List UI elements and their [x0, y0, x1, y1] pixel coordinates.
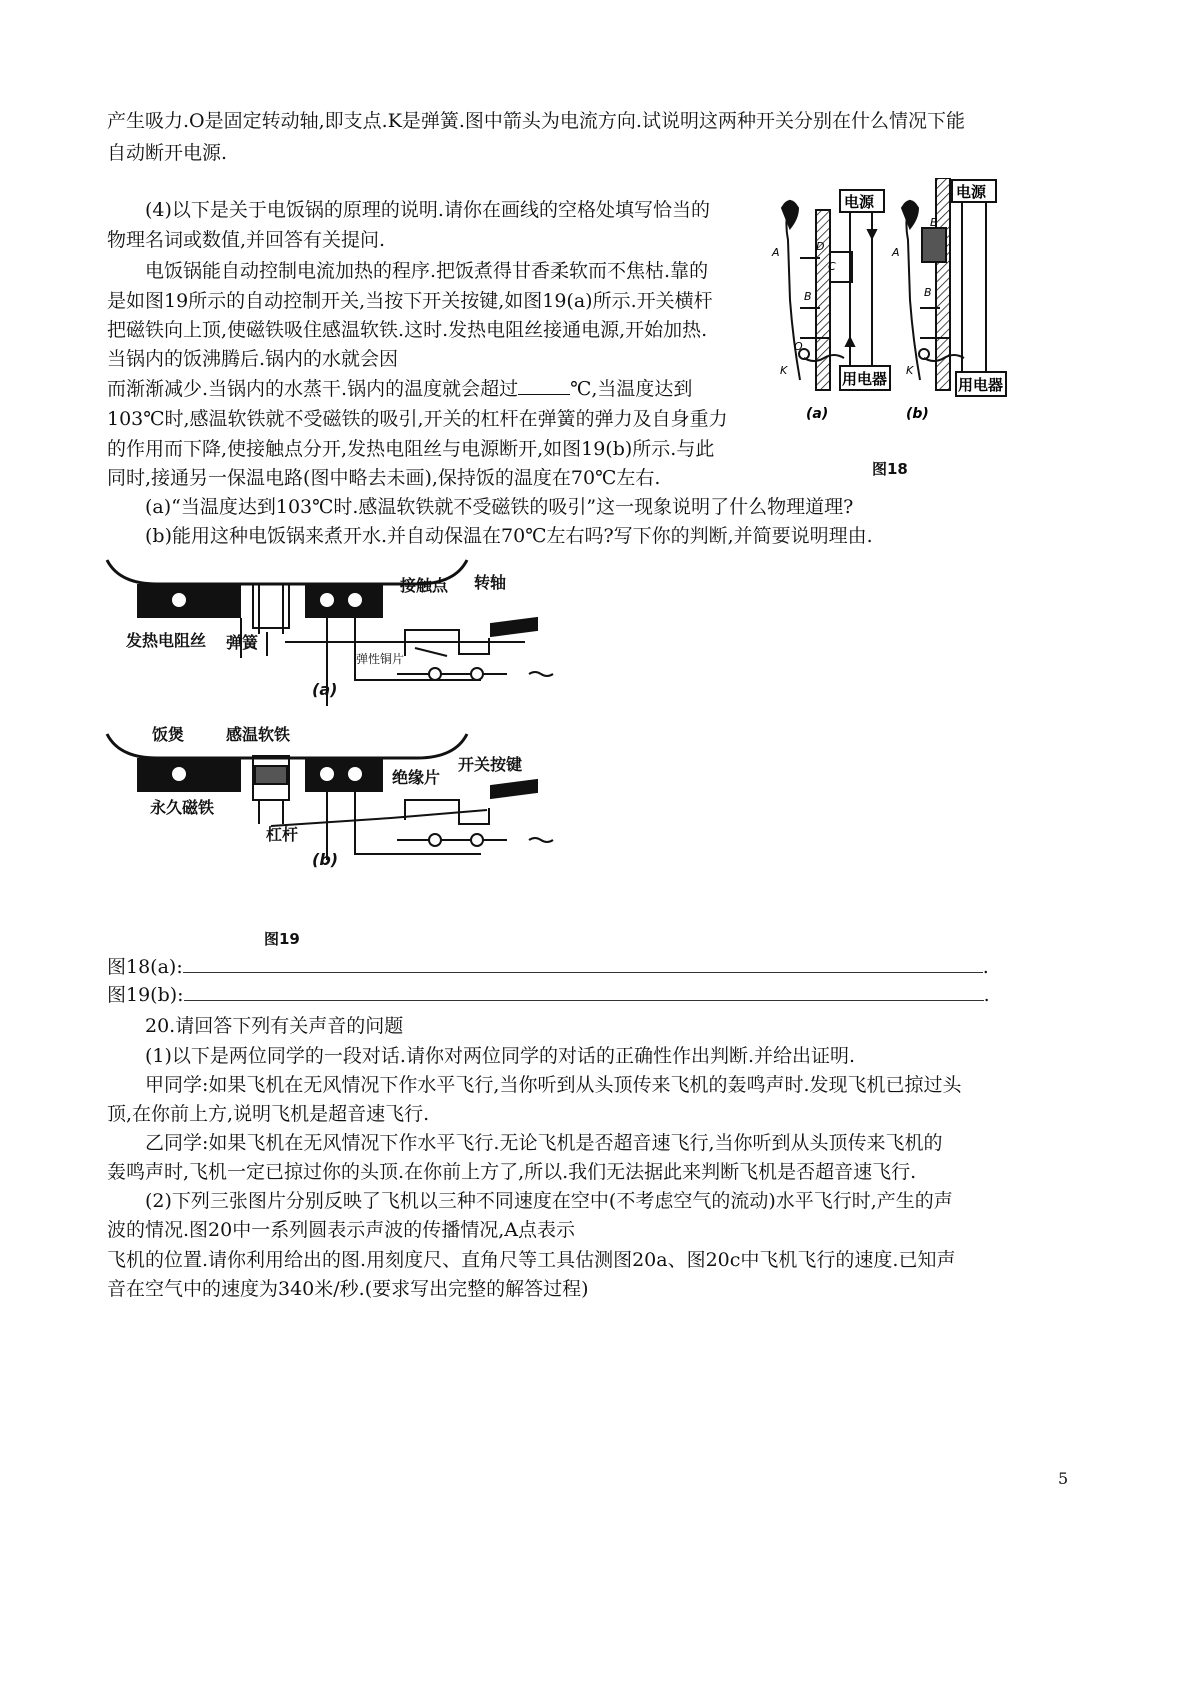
fig19a-shaft-label: 转轴: [474, 573, 507, 592]
fig18-label-C: C: [828, 260, 836, 273]
fig19b-caption: (b): [312, 850, 339, 869]
fig18-a-diagram: [782, 190, 890, 390]
text-line: (4)以下是关于电饭锅的原理的说明.请你在画线的空格处填写恰当的: [145, 199, 710, 221]
fig18-caption-a: (a): [806, 406, 829, 422]
text-line: 103℃时,感温软铁就不受磁铁的吸引,开关的杠杆在弹簧的弹力及自身重力: [107, 408, 728, 430]
fig18-label-B-b: B: [924, 286, 932, 299]
text-line: 顶,在你前上方,说明飞机是超音速飞行.: [107, 1103, 430, 1125]
fig19a-copper-label: 弹性铜片: [356, 652, 405, 666]
fig19a-spring-label: 弹簧: [226, 633, 259, 652]
heater-block-right: [305, 584, 383, 618]
fig19a-caption: (a): [312, 680, 338, 699]
answer-label: 图19(b):: [107, 984, 184, 1006]
text-line: 电饭锅能自动控制电流加热的程序.把饭煮得甘香柔软而不焦枯.靠的: [145, 260, 709, 282]
fig19b-lever-label: 杠杆: [266, 825, 299, 844]
fig19b-soft-iron-label: 感温软铁: [226, 725, 291, 744]
text-segment: 而渐渐减少.当锅内的水蒸干.锅内的温度就会超过: [107, 378, 519, 400]
page-number: 5: [1058, 1469, 1069, 1488]
fig18-label-A: A: [772, 246, 780, 259]
text-line: (1)以下是两位同学的一段对话.请你对两位同学的对话的正确性作出判断.并给出证明.: [145, 1045, 856, 1067]
fig18-title-text: 图18: [872, 460, 908, 478]
text-line: 轰鸣声时,飞机一定已掠过你的头顶.在你前上方了,所以.我们无法据此来判断飞机是否超音速飞行.: [107, 1161, 917, 1183]
text-line: (2)下列三张图片分别反映了飞机以三种不同速度在空中(不考虑空气的流动)水平飞行时,产生的声: [145, 1190, 953, 1212]
fig18-load-b: 用电器: [958, 376, 1004, 394]
fig18-label-O: O: [794, 340, 803, 353]
text-line: 波的情况.图20中一系列圆表示声波的传播情况,A点表示: [107, 1219, 575, 1241]
text-line: 当锅内的饭沸腾后.锅内的水就会因: [107, 348, 399, 370]
fig18-label-B: B: [804, 290, 812, 303]
answer-row-fig18a: 图18(a): .: [107, 956, 989, 978]
heater-block-left: [137, 584, 241, 618]
fig18-power-a: 电源: [844, 193, 875, 211]
text-line: 物理名词或数值,并回答有关提问.: [107, 229, 386, 251]
fig18-label-D: D: [816, 240, 825, 253]
text-line: 自动断开电源.: [107, 142, 228, 164]
fig19a-heater-label: 发热电阻丝: [126, 631, 207, 650]
answer-blank[interactable]: [183, 954, 983, 973]
fig19b-magnet-label: 永久磁铁: [150, 798, 215, 817]
text-line: 同时,接通另一保温电路(图中略去未画),保持饭的温度在70℃左右.: [107, 467, 661, 489]
text-line: 产生吸力.O是固定转动轴,即支点.K是弹簧.图中箭头为电流方向.试说明这两种开关分别在什么情况下能: [107, 110, 965, 132]
answer-row-fig19b: 图19(b): .: [107, 984, 990, 1006]
fig19b-insulator-label: 绝缘片: [392, 768, 441, 787]
figure-18: [760, 178, 1020, 438]
text-line: 的作用而下降,使接触点分开,发热电阻丝与电源断开,如图19(b)所示.与此: [107, 438, 715, 460]
text-line: 甲同学:如果飞机在无风情况下作水平飞行,当你听到从头顶传来飞机的轰鸣声时.发现飞机已掠过头: [145, 1074, 962, 1096]
fig18-b-diagram: [902, 178, 1006, 396]
fig18-label-E: E: [930, 216, 937, 229]
fig18-label-K-b: K: [906, 364, 914, 377]
fig18-label-A-b: A: [892, 246, 900, 259]
fig19a-contact-label: 接触点: [400, 576, 449, 595]
fig19-title: 图19: [264, 930, 300, 948]
text-line: (b)能用这种电饭锅来煮开水.并自动保温在70℃左右吗?写下你的判断,并简要说明理由.: [145, 525, 873, 547]
text-line: 把磁铁向上顶,使磁铁吸住感温软铁.这时.发热电阻丝接通电源,开始加热.: [107, 319, 708, 341]
fill-blank[interactable]: [518, 376, 570, 395]
fig18-caption-b: (b): [906, 406, 929, 422]
text-segment: ℃,当温度达到: [570, 378, 693, 400]
fig19b-button-label: 开关按键: [458, 755, 523, 774]
fig19b-pot-label: 饭煲: [152, 725, 185, 744]
fig18-power-b: 电源: [956, 183, 987, 201]
text-line: 是如图19所示的自动控制开关,当按下开关按键,如图19(a)所示.开关横杆: [107, 290, 713, 312]
fig18-load-a: 用电器: [842, 370, 888, 388]
text-line: (a)“当温度达到103℃时.感温软铁就不受磁铁的吸引”这一现象说明了什么物理道理?: [145, 496, 854, 518]
text-line: 乙同学:如果飞机在无风情况下作水平飞行.无论飞机是否超音速飞行,当你听到从头顶传来飞机的: [145, 1132, 943, 1154]
answer-blank[interactable]: [184, 982, 984, 1001]
question-20-title: 20.请回答下列有关声音的问题: [145, 1015, 404, 1037]
answer-label: 图18(a):: [107, 956, 183, 978]
text-line: 飞机的位置.请你利用给出的图.用刻度尺、直角尺等工具估测图20a、图20c中飞机飞行的速度.已知声: [107, 1249, 956, 1271]
text-line: [107, 376, 692, 402]
text-line: 音在空气中的速度为340米/秒.(要求写出完整的解答过程): [107, 1278, 589, 1300]
fig18-label-K: K: [780, 364, 788, 377]
